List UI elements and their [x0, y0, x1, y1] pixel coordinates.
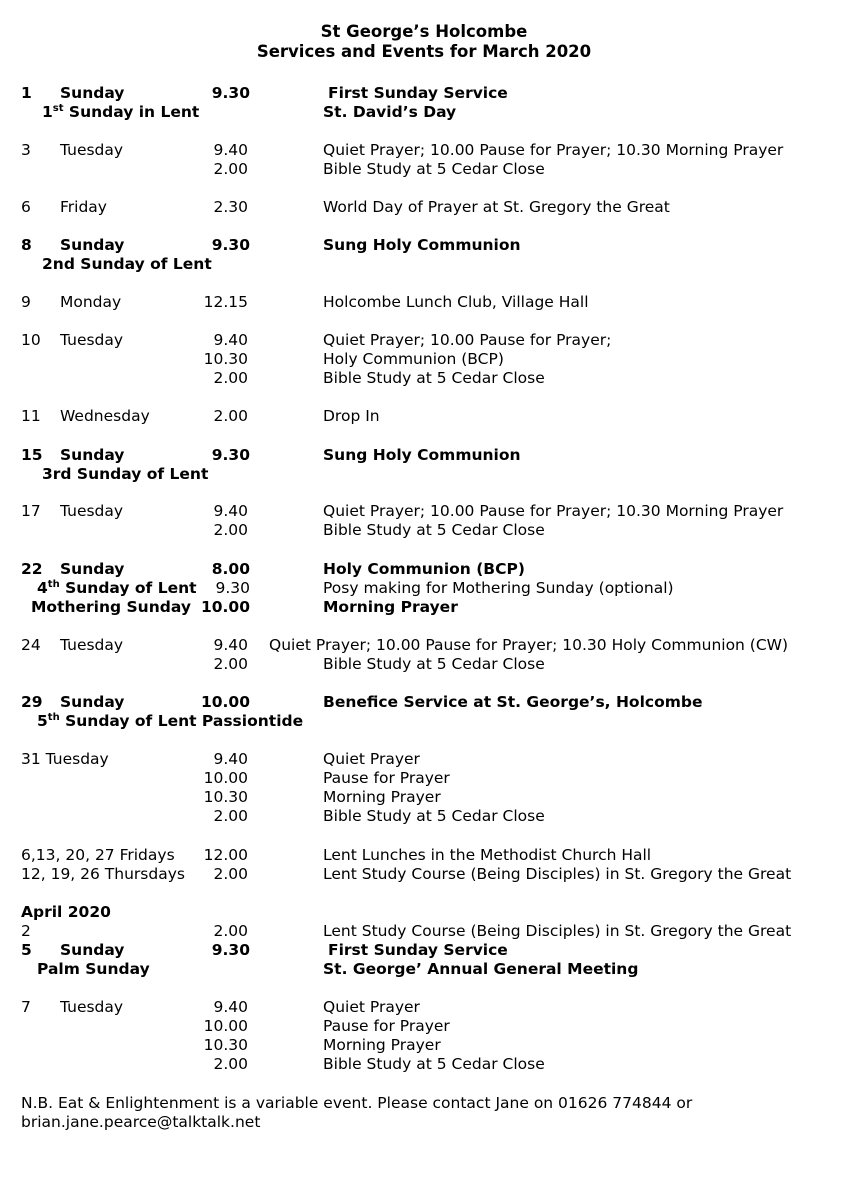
- event: World Day of Prayer at St. Gregory the Great: [323, 198, 670, 216]
- event: Bible Study at 5 Cedar Close: [323, 369, 545, 387]
- event: Quiet Prayer: [323, 750, 420, 768]
- event: Posy making for Mothering Sunday (optional): [323, 579, 674, 597]
- time: 10.00: [200, 693, 250, 711]
- date-label: 6,13, 20, 27 Fridays: [21, 846, 175, 864]
- day: 15: [21, 446, 43, 464]
- event-note: St. David’s Day: [323, 103, 457, 121]
- time: 9.30: [211, 941, 250, 959]
- weekday: Sunday: [60, 446, 125, 464]
- time: 12.15: [203, 293, 248, 311]
- time: 10.00: [200, 598, 250, 616]
- event: Quiet Prayer; 10.00 Pause for Prayer; 10.30 Holy Communion (CW): [269, 636, 789, 654]
- event: Lent Lunches in the Methodist Church Hall: [323, 846, 652, 864]
- time: 8.00: [211, 560, 250, 578]
- time: 9.40: [213, 331, 248, 349]
- time: 2.00: [213, 369, 248, 387]
- weekday: Friday: [60, 198, 107, 216]
- event: First Sunday Service: [328, 84, 508, 102]
- contact-email: brian.jane.pearce@talktalk.net: [21, 1113, 261, 1131]
- time: 9.40: [213, 750, 248, 768]
- day: 24: [21, 636, 41, 654]
- event: Bible Study at 5 Cedar Close: [323, 160, 545, 178]
- time: 2.00: [213, 1055, 248, 1073]
- weekday: Tuesday: [60, 331, 124, 349]
- weekday: Sunday: [60, 236, 125, 254]
- event: Holy Communion (BCP): [323, 350, 504, 368]
- page-title: St George’s Holcombe: [320, 22, 528, 41]
- time: 2.00: [213, 655, 248, 673]
- time: 10.00: [203, 769, 248, 787]
- event: Quiet Prayer; 10.00 Pause for Prayer; 10.30 Morning Prayer: [323, 141, 784, 159]
- event: Bible Study at 5 Cedar Close: [323, 807, 545, 825]
- time: 2.00: [213, 865, 248, 883]
- day: 1: [21, 84, 32, 102]
- event: Quiet Prayer; 10.00 Pause for Prayer;: [323, 331, 612, 349]
- time: 2.00: [213, 521, 248, 539]
- day: 10: [21, 331, 41, 349]
- day: 9: [21, 293, 31, 311]
- weekday: Sunday: [60, 84, 125, 102]
- event: Lent Study Course (Being Disciples) in St. Gregory the Great: [323, 922, 792, 940]
- day: 8: [21, 236, 32, 254]
- event: Morning Prayer: [323, 788, 441, 806]
- weekday: Tuesday: [60, 998, 124, 1016]
- event: Holy Communion (BCP): [323, 560, 525, 578]
- time: 9.30: [211, 236, 250, 254]
- time: 9.30: [211, 446, 250, 464]
- time: 9.40: [213, 502, 248, 520]
- sunday-subtitle: 2nd Sunday of Lent: [42, 255, 212, 273]
- time: 10.30: [203, 1036, 248, 1054]
- time: 10.30: [203, 788, 248, 806]
- day: 29: [21, 693, 43, 711]
- sunday-subtitle: 4th Sunday of Lent: [37, 578, 197, 597]
- time: 12.00: [203, 846, 248, 864]
- weekday: Wednesday: [60, 407, 150, 425]
- time: 2.00: [213, 922, 248, 940]
- event: Holcombe Lunch Club, Village Hall: [323, 293, 589, 311]
- day: 3: [21, 141, 31, 159]
- time: 2.00: [213, 807, 248, 825]
- time: 9.40: [213, 998, 248, 1016]
- time: 2.00: [213, 160, 248, 178]
- weekday: Sunday: [60, 941, 125, 959]
- day: 2: [21, 922, 31, 940]
- event: Sung Holy Communion: [323, 236, 521, 254]
- day: 5: [21, 941, 32, 959]
- page-subtitle: Services and Events for March 2020: [256, 42, 592, 61]
- event: Bible Study at 5 Cedar Close: [323, 655, 545, 673]
- day: 17: [21, 502, 41, 520]
- weekday: Monday: [60, 293, 122, 311]
- date-label: 12, 19, 26 Thursdays: [21, 865, 185, 883]
- event: Drop In: [323, 407, 380, 425]
- weekday: Tuesday: [60, 141, 124, 159]
- weekday: Tuesday: [60, 502, 124, 520]
- time: 10.30: [203, 350, 248, 368]
- event: Morning Prayer: [323, 1036, 441, 1054]
- day: 22: [21, 560, 43, 578]
- time: 9.30: [211, 84, 250, 102]
- sunday-subtitle: Palm Sunday: [37, 960, 150, 978]
- sunday-subtitle-2: Mothering Sunday: [31, 598, 191, 616]
- sunday-subtitle: 3rd Sunday of Lent: [42, 465, 209, 483]
- event: First Sunday Service: [328, 941, 508, 959]
- day-weekday: 31 Tuesday: [21, 750, 109, 768]
- time: 2.30: [213, 198, 248, 216]
- time: 9.30: [215, 579, 250, 597]
- event: Quiet Prayer: [323, 998, 420, 1016]
- event: Pause for Prayer: [323, 1017, 450, 1035]
- event: Lent Study Course (Being Disciples) in St. Gregory the Great: [323, 865, 792, 883]
- weekday: Sunday: [60, 693, 125, 711]
- time: 10.00: [203, 1017, 248, 1035]
- sunday-subtitle: 1st Sunday in Lent: [42, 102, 200, 121]
- day: 6: [21, 198, 31, 216]
- footer-note: N.B. Eat & Enlightenment is a variable event. Please contact Jane on 01626 774844 or: [21, 1094, 693, 1112]
- event: Bible Study at 5 Cedar Close: [323, 1055, 545, 1073]
- april-heading: April 2020: [21, 903, 111, 921]
- weekday: Sunday: [60, 560, 125, 578]
- day: 11: [21, 407, 41, 425]
- event-note: St. George’ Annual General Meeting: [323, 960, 639, 978]
- time: 9.40: [213, 141, 248, 159]
- weekday: Tuesday: [60, 636, 124, 654]
- event: Benefice Service at St. George’s, Holcombe: [323, 693, 703, 711]
- day: 7: [21, 998, 31, 1016]
- event: Morning Prayer: [323, 598, 458, 616]
- time: 9.40: [213, 636, 248, 654]
- event: Quiet Prayer; 10.00 Pause for Prayer; 10.30 Morning Prayer: [323, 502, 784, 520]
- event: Sung Holy Communion: [323, 446, 521, 464]
- event: Bible Study at 5 Cedar Close: [323, 521, 545, 539]
- event: Pause for Prayer: [323, 769, 450, 787]
- sunday-subtitle: 5th Sunday of Lent Passiontide: [37, 711, 304, 730]
- time: 2.00: [213, 407, 248, 425]
